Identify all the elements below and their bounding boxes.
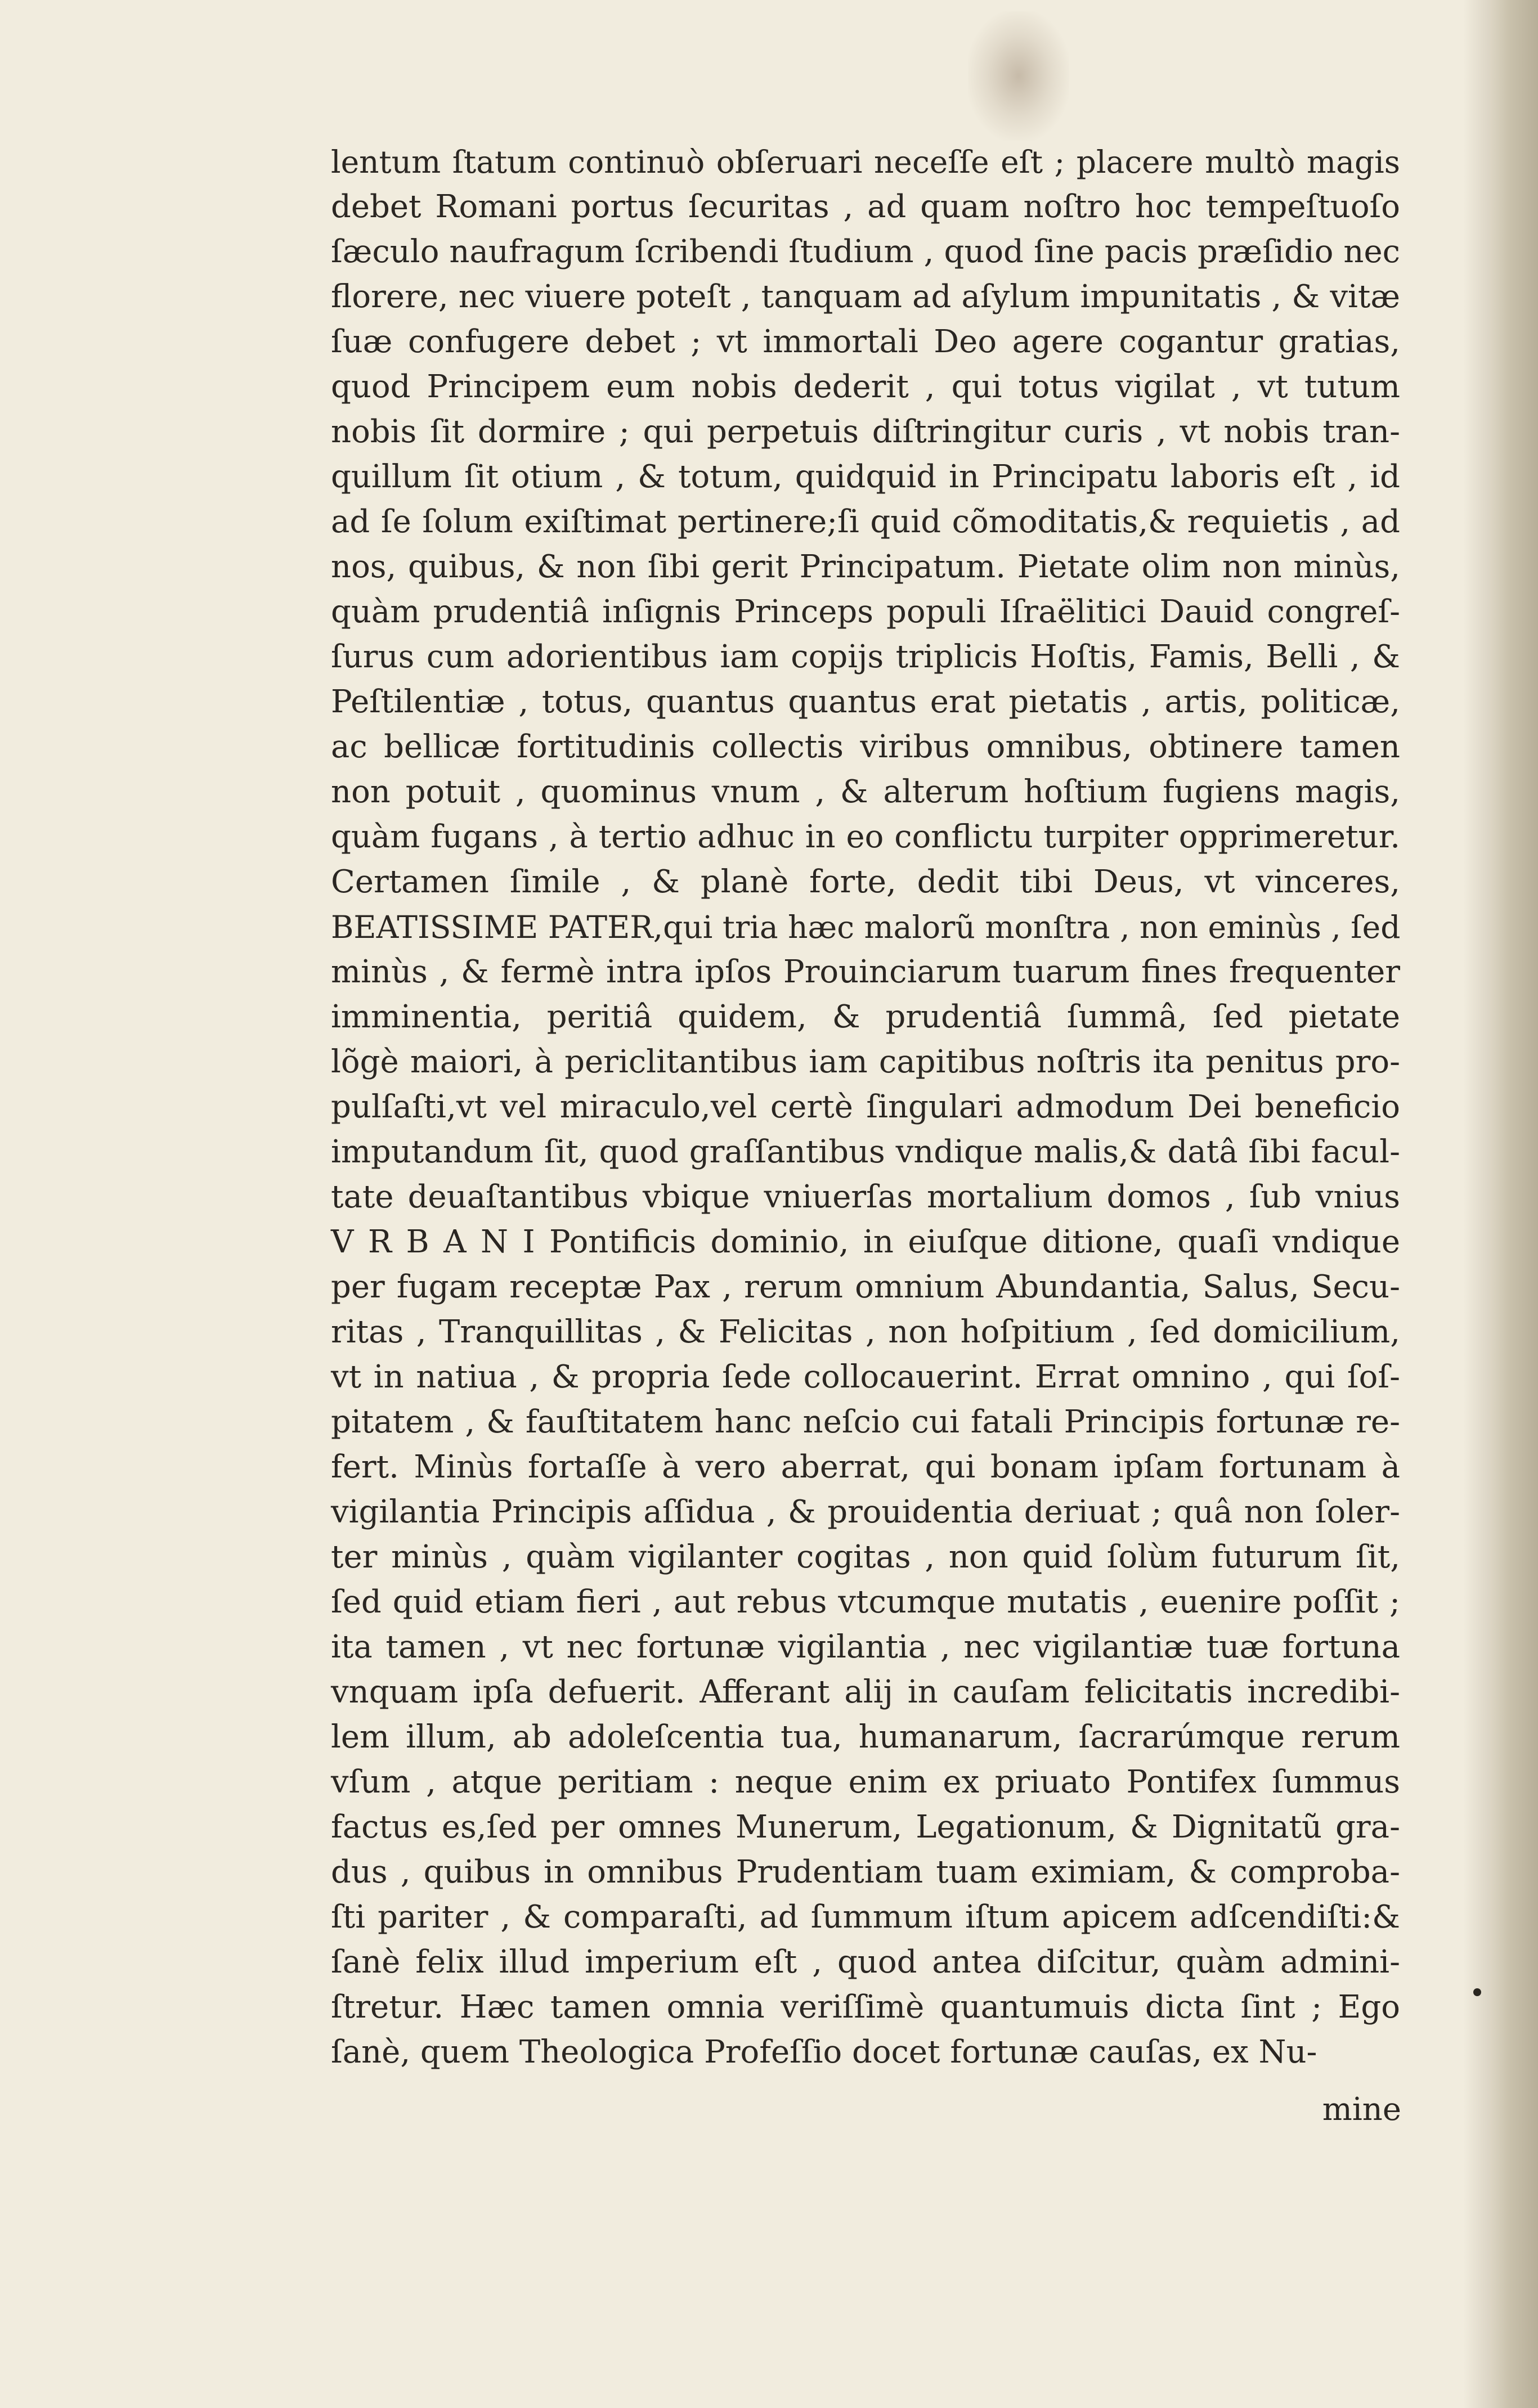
text-line: lem illum, ab adoleſcentia tua, humanarum, ſacrarúmque rerum (331, 1719, 1400, 1755)
text-line: non potuit , quominus vnum , & alterum hoſtium fugiens magis, (331, 774, 1400, 810)
text-line: fert. Minùs fortaſſe à vero aberrat, qui bonam ipſam fortunam à (331, 1449, 1400, 1485)
text-line: florere, nec viuere poteſt , tanquam ad aſylum impunitatis , & vitæ (331, 278, 1400, 315)
text-line: quod Principem eum nobis dederit , qui totus vigilat , vt tutum (331, 369, 1400, 405)
text-line: dus , quibus in omnibus Prudentiam tuam eximiam, & comproba- (331, 1854, 1400, 1890)
text-line: ſanè, quem Theologica Profeſſio docet fortunæ cauſas, ex Nu- (331, 2034, 1317, 2070)
text-line: vſum , atque peritiam : neque enim ex priuato Pontifex ſummus (331, 1764, 1400, 1800)
text-line: ac bellicæ fortitudinis collectis viribus omnibus, obtinere tamen (331, 729, 1400, 765)
body-text (331, 140, 1400, 2075)
text-line: quàm fugans , à tertio adhuc in eo conflictu turpiter opprimeretur. (331, 819, 1400, 855)
text-line: Peſtilentiæ , totus, quantus quantus erat pietatis , artis, politicæ, (331, 684, 1400, 720)
text-line: minùs , & fermè intra ipſos Prouinciarum tuarum fines frequenter (331, 954, 1400, 990)
catchword: mine (1322, 2091, 1401, 2128)
gutter-shadow (1463, 0, 1490, 2408)
foxing-stain (968, 11, 1069, 141)
text-line: vnquam ipſa defuerit. Afferant alij in cauſam felicitatis incredibi- (331, 1674, 1400, 1710)
text-line: ſurus cum adorientibus iam copijs triplicis Hoſtis, Famis, Belli , & (331, 639, 1400, 675)
text-line: ſed quid etiam fieri , aut rebus vtcumque mutatis , euenire poſſit ; (331, 1584, 1400, 1620)
text-line: factus es,ſed per omnes Munerum, Legationum, & Dignitatũ gra- (331, 1809, 1400, 1845)
text-line: ſæculo naufragum ſcribendi ſtudium , quod ſine pacis præſidio nec (331, 233, 1400, 270)
text-line: nobis ſit dormire ; qui perpetuis diſtringitur curis , vt nobis tran- (331, 414, 1400, 450)
text-line: ter minùs , quàm vigilanter cogitas , non quid ſolùm futurum ſit, (331, 1539, 1400, 1575)
text-line: nos, quibus, & non ſibi gerit Principatum. Pietate olim non minùs, (331, 549, 1400, 585)
text-line: ita tamen , vt nec fortunæ vigilantia , nec vigilantiæ tuæ fortuna (331, 1629, 1400, 1665)
text-line: per fugam receptæ Pax , rerum omnium Abundantia, Salus, Secu- (331, 1269, 1400, 1305)
text-line: quàm prudentiâ inſignis Princeps populi Iſraëlitici Dauid congreſ- (331, 594, 1400, 630)
text-line: BEATISSIME PATER,qui tria hæc malorũ monſtra , non eminùs , ſed (331, 909, 1401, 945)
page-edge (1490, 0, 1538, 2408)
text-line: ad ſe ſolum exiſtimat pertinere;ſi quid cõmoditatis,& requietis , ad (331, 504, 1400, 540)
text-line: ſtretur. Hæc tamen omnia veriſſimè quantumuis dicta ſint ; Ego (331, 1989, 1400, 2025)
text-line: ſuæ confugere debet ; vt immortali Deo agere cogantur gratias, (331, 324, 1400, 360)
text-line: pitatem , & fauſtitatem hanc neſcio cui fatali Principis fortunæ re- (331, 1404, 1400, 1440)
text-line: debet Romani portus ſecuritas , ad quam noſtro hoc tempeſtuoſo (331, 188, 1400, 225)
text-line: lõgè maiori, à periclitantibus iam capitibus noſtris ita penitus pro- (331, 1044, 1400, 1080)
text-line: imminentia, peritiâ quidem, & prudentiâ ſummâ, ſed pietate (331, 999, 1400, 1035)
text-line: V R B A N I Pontificis dominio, in eiuſque ditione, quaſi vndique (331, 1224, 1400, 1260)
text-line: vt in natiua , & propria ſede collocauerint. Errat omnino , qui ſoſ- (331, 1359, 1400, 1395)
text-line: lentum ſtatum continuò obſeruari neceſſe eſt ; placere multò magis (331, 144, 1400, 180)
text-line: pulſaſti,vt vel miraculo,vel certè ſingulari admodum Dei beneficio (331, 1089, 1400, 1125)
text-line: tate deuaſtantibus vbique vniuerſas mortalium domos , ſub vnius (331, 1179, 1400, 1215)
text-line: ritas , Tranquillitas , & Felicitas , non hoſpitium , ſed domicilium, (331, 1314, 1400, 1350)
ink-spot (1473, 1988, 1481, 1996)
text-line: ſti pariter , & comparaſti, ad ſummum iſtum apicem adſcendiſti:& (331, 1899, 1400, 1935)
text-line: vigilantia Principis aſſidua , & prouidentia deriuat ; quâ non ſoler- (331, 1494, 1400, 1530)
text-line: Certamen ſimile , & planè forte, dedit tibi Deus, vt vinceres, (331, 864, 1400, 900)
text-line: imputandum ſit, quod graſſantibus vndique malis,& datâ ſibi facul- (331, 1134, 1400, 1170)
text-line: ſanè felix illud imperium eſt , quod antea diſcitur, quàm admini- (331, 1944, 1400, 1980)
text-line: quillum ſit otium , & totum, quidquid in Principatu laboris eſt , id (331, 459, 1400, 495)
